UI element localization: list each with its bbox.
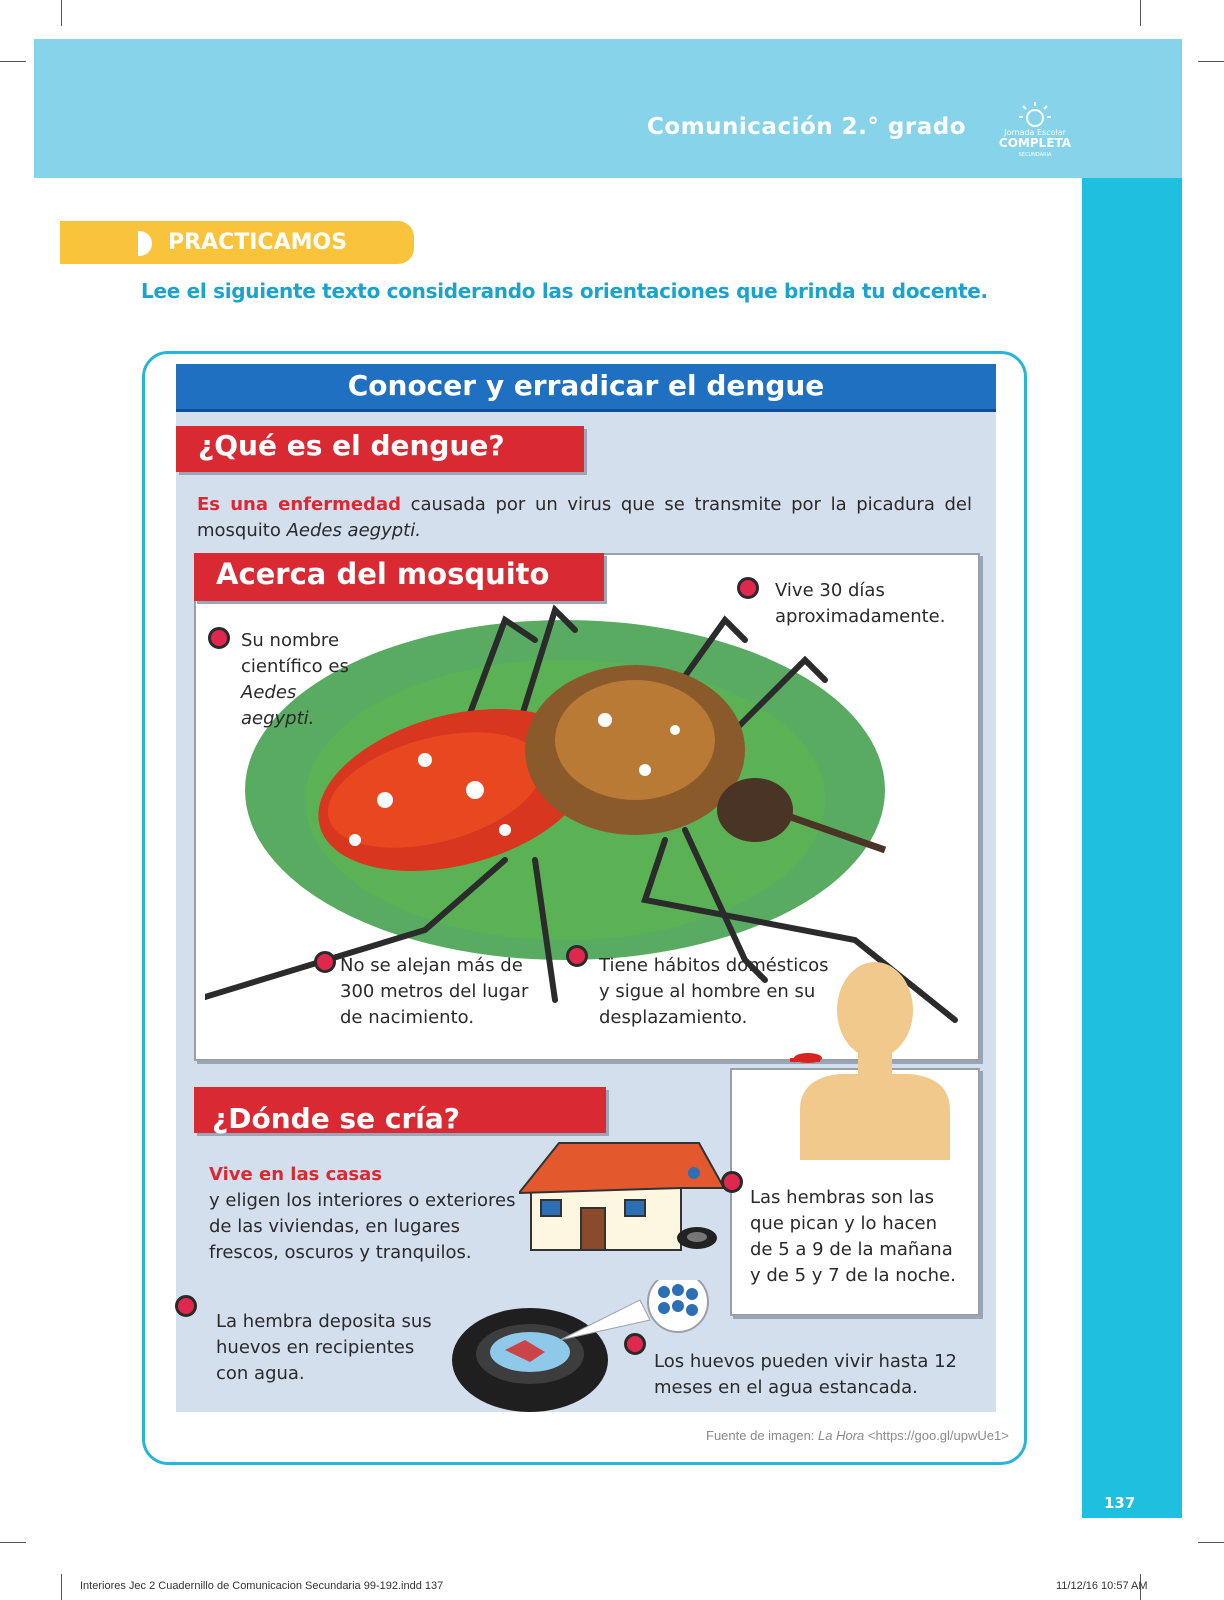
bullet-icon [208,627,230,649]
page-number: 137 [1104,1494,1136,1512]
scientific-name-note [241,628,371,732]
house-illustration [519,1133,729,1253]
jornada-escolar-logo [995,100,1075,160]
range-note: No se alejan más de 300 metros del lugar de nacimiento. [340,955,529,1028]
houses-head: Vive en las casas [209,1164,382,1185]
habits-note: Tiene hábitos domésticos y sigue al hombre en su desplazamiento. [599,955,829,1028]
bullet-icon [314,951,336,973]
section-tag-label: PRACTICAMOS [168,230,348,255]
bullet-icon [737,577,759,599]
crop-mark [1198,1542,1224,1543]
bullet-icon [566,945,588,967]
que-es-heading: ¿Qué es el dengue? [198,429,505,462]
crop-mark [61,0,62,26]
side-color-bar [1082,178,1182,1518]
acerca-heading: Acerca del mosquito [216,557,550,591]
crop-mark [0,61,26,62]
houses-text: y eligen los interiores o exteriores de las viviendas, en lugares frescos, oscuros y tranquilos. [209,1190,516,1263]
scientific-name-text: Su nombre científico es [241,630,349,677]
que-es-lead: Es una enfermedad [197,494,401,515]
crop-mark [61,1574,62,1600]
que-es-body: causada por un virus que se transmite por la picadura del mosquito [197,494,972,541]
human-silhouette [790,960,960,1160]
crop-mark [1140,0,1141,26]
bullet-icon [624,1333,646,1355]
crop-mark [1198,61,1224,62]
svg-text:Jornada Escolar: Jornada Escolar [1004,128,1066,137]
crop-mark [0,1542,26,1543]
females-note: Las hembras son las que pican y lo hacen de 5 a 9 de la mañana y de 5 y 7 de la noche. [750,1187,956,1286]
bullet-icon [175,1295,197,1317]
scientific-name-species: Aedes aegypti. [241,682,315,729]
print-timestamp: 11/12/16 10:57 AM [1056,1580,1148,1592]
que-es-species: Aedes aegypti. [286,520,421,541]
svg-text:SECUNDARIA: SECUNDARIA [1018,152,1052,158]
que-es-text [197,492,972,544]
print-slug: Interiores Jec 2 Cuadernillo de Comunicacion Secundaria 99-192.indd 137 [80,1580,444,1592]
bullet-icon [721,1171,743,1193]
lifespan-note: Vive 30 días aproximadamente. [775,580,946,627]
infographic-title: Conocer y erradicar el dengue [347,369,825,402]
donde-heading: ¿Dónde se cría? [212,1102,460,1135]
svg-text:COMPLETA: COMPLETA [998,136,1072,150]
eggs-life-note: Los huevos pueden vivir hasta 12 meses en el agua estancada. [654,1351,957,1398]
houses-note [209,1162,524,1266]
instruction-text: Lee el siguiente texto considerando las orientaciones que brinda tu docente. [141,279,988,303]
course-title: Comunicación 2.° grado [647,114,966,140]
image-source: Fuente de imagen: La Hora <https://goo.gl/upwUe1> [706,1428,1009,1443]
eggs-deposit-note: La hembra deposita sus huevos en recipientes con agua. [216,1311,432,1384]
